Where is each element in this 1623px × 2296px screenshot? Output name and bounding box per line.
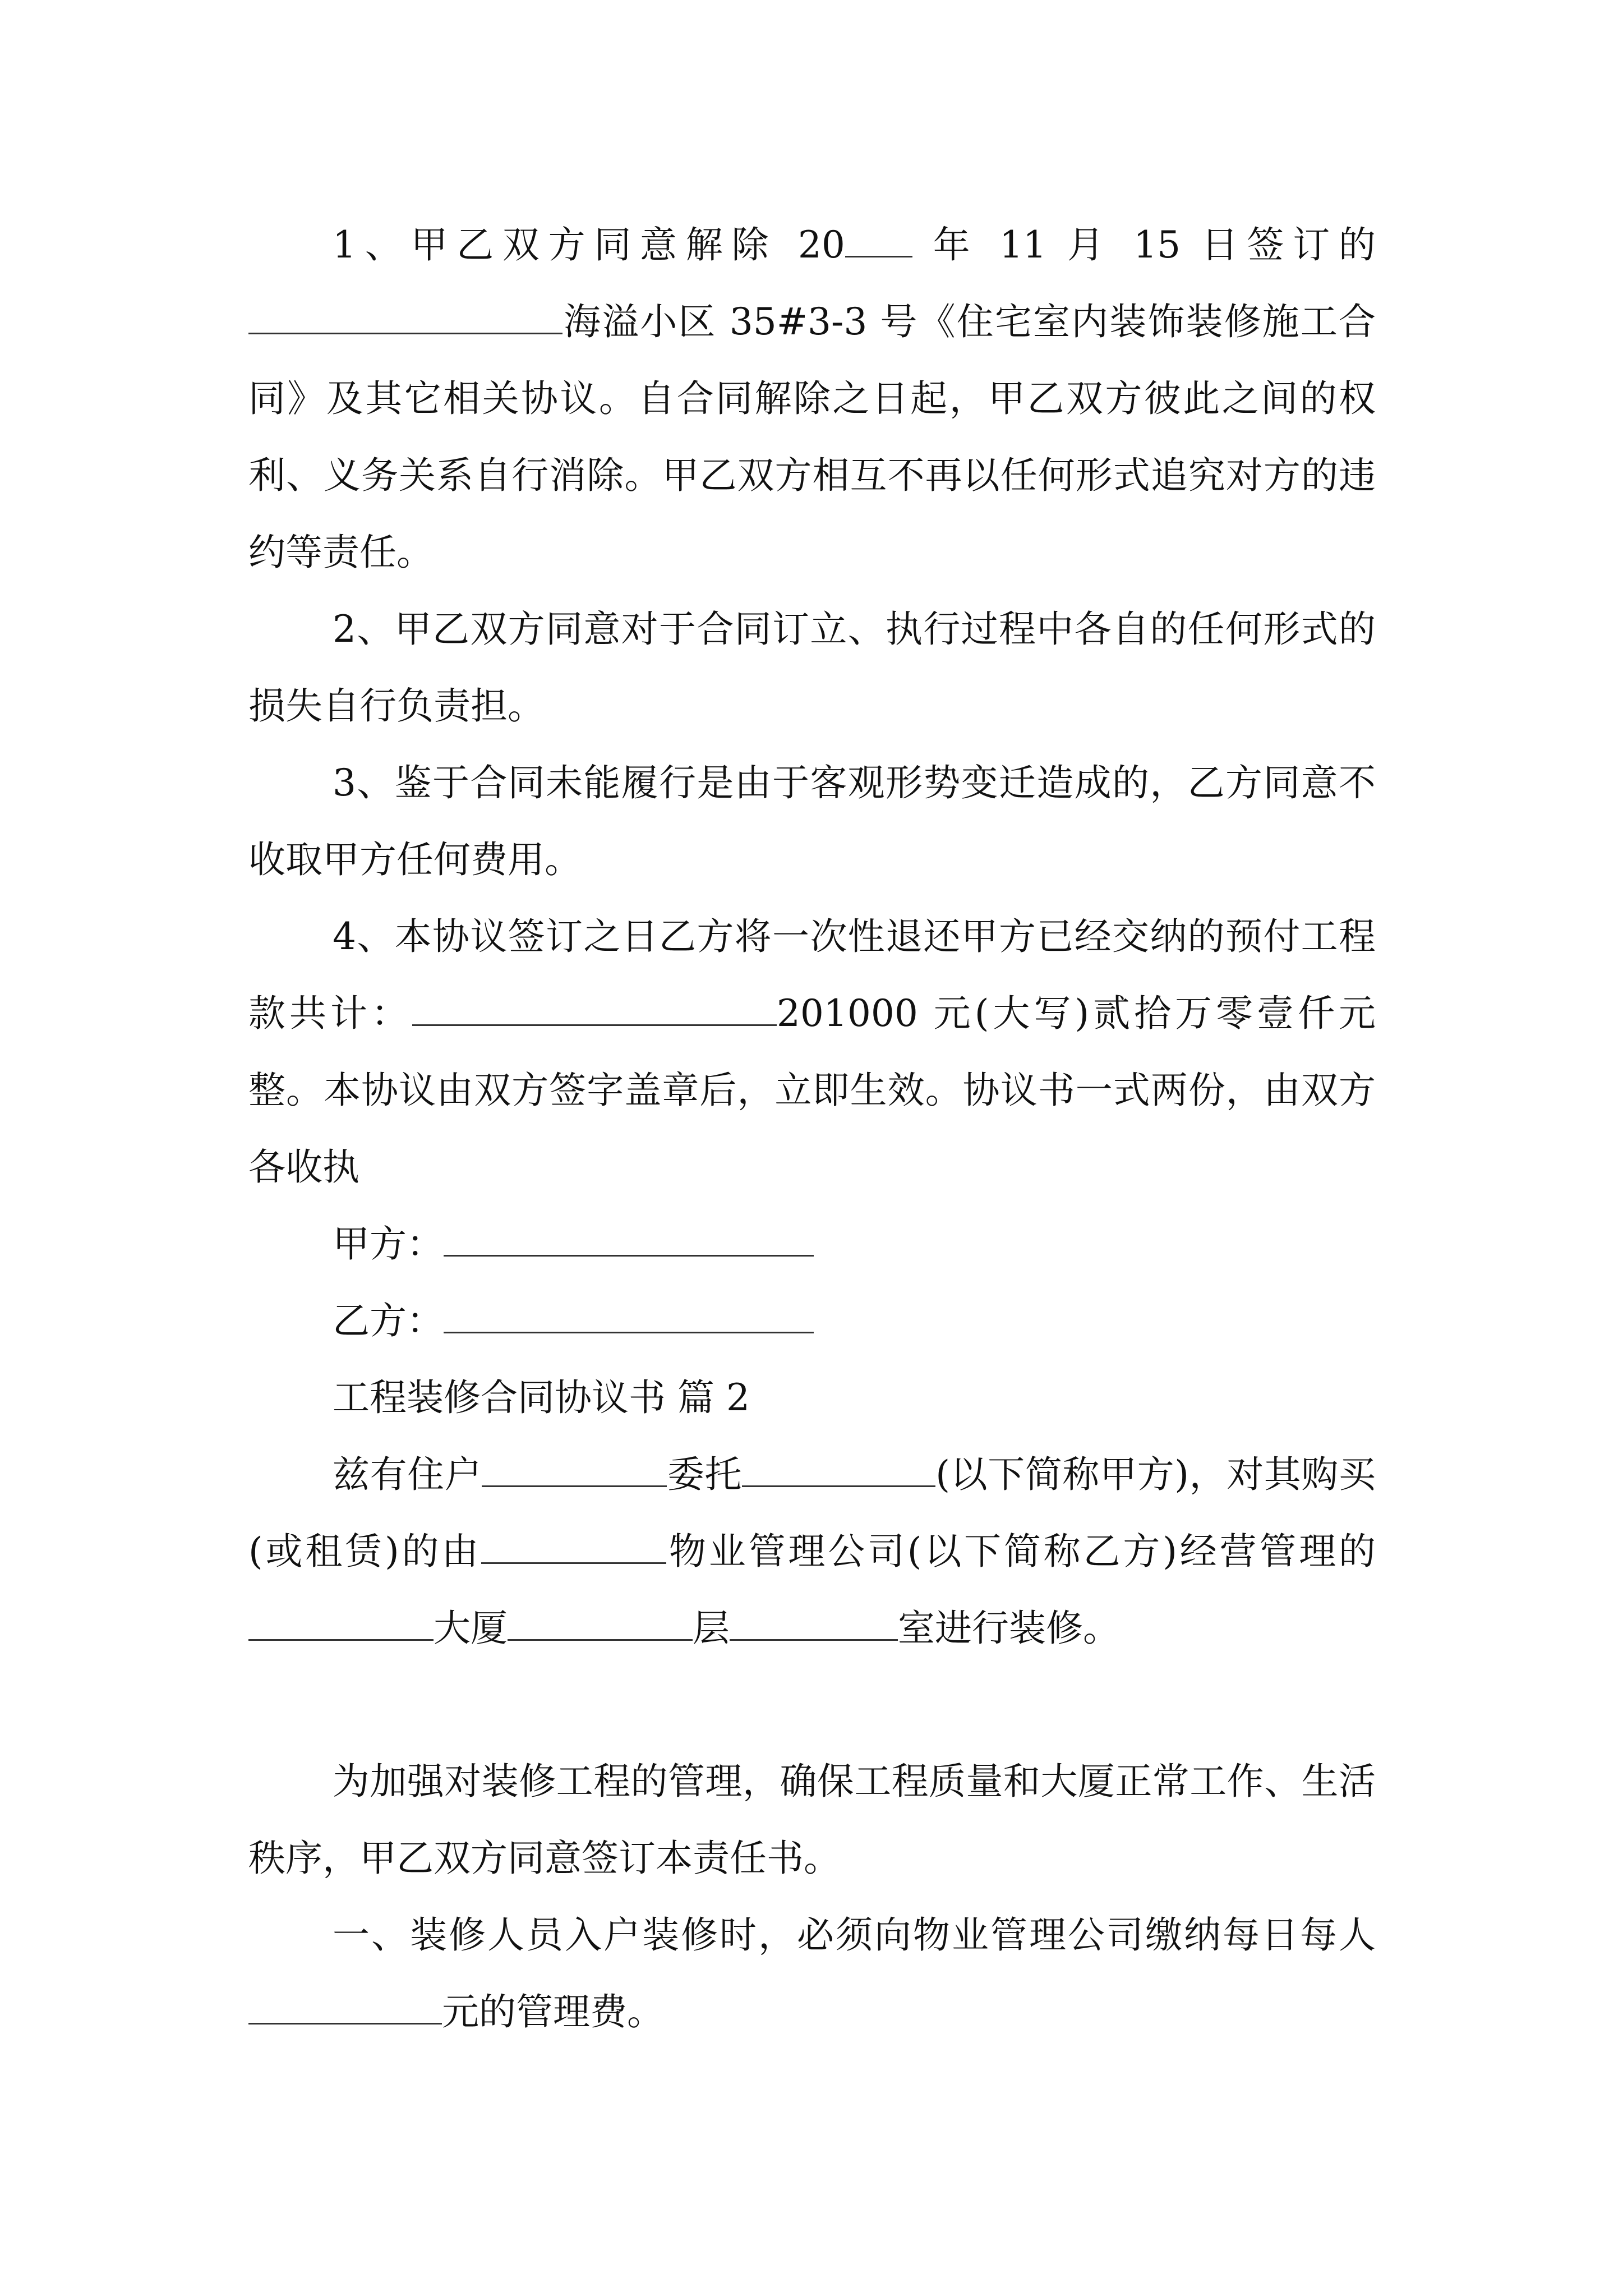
- signature-party-a: [333, 1205, 814, 1282]
- intro-t6: 层: [693, 1607, 730, 1650]
- party-a-label: 甲方：: [333, 1222, 444, 1266]
- amount-blank: [412, 995, 777, 1026]
- clause-4-part2: 201000 元(大写)贰拾万零壹仟元整。本协议由双方签字盖章后，立即生效。协议书一式两份，由双方各收执: [248, 992, 1376, 1189]
- clause-2: 2、甲乙双方同意对于合同订立、执行过程中各自的任何形式的损失自行负责担。: [248, 608, 1376, 728]
- clause-1-part3: 海溢小区 35#3-3 号《住宅室内装饰装修施工合同》及其它相关协议。自合同解除之日起，甲乙双方彼此之间的权利、义务关系自行消除。甲乙双方相互不再以任何形式追究对方的违约等责任。: [248, 300, 1376, 574]
- section-2-title: 工程装修合同协议书 篇 2: [333, 1376, 750, 1419]
- party-b-label: 乙方：: [333, 1299, 444, 1342]
- intro-t1: 兹有住户: [333, 1453, 482, 1496]
- intro-t4: 物业管理公司(以下简称乙方)经营管理的: [666, 1530, 1376, 1573]
- rule-1-t2: 元的管理费。: [442, 1990, 664, 2033]
- clause-1-part2: 年 11 月 15 日签订的: [912, 223, 1376, 266]
- name-blank: [248, 303, 562, 334]
- clause-1-part1: 1、甲乙双方同意解除 20: [333, 223, 845, 266]
- signature-party-b: [333, 1282, 814, 1359]
- clause-4: [248, 898, 1376, 1205]
- fee-blank: [248, 1994, 442, 2024]
- rule-1-t1: 一、装修人员入户装修时，必须向物业管理公司缴纳每日每人: [333, 1913, 1376, 1957]
- section-2-rule-1: [248, 1897, 1376, 2050]
- room-blank: [730, 1610, 898, 1641]
- intro-t7: 室进行装修。: [898, 1607, 1120, 1650]
- section-2-purpose: 为加强对装修工程的管理，确保工程质量和大厦正常工作、生活秩序，甲乙双方同意签订本责任书。: [248, 1760, 1376, 1880]
- intro-t5: 大厦: [434, 1607, 508, 1650]
- entrust-blank: [742, 1456, 935, 1487]
- floor-blank: [508, 1610, 693, 1641]
- section-2-intro: [248, 1436, 1376, 1667]
- resident-blank: [482, 1456, 667, 1487]
- clause-3: 3、鉴于合同未能履行是由于客观形势变迁造成的，乙方同意不收取甲方任何费用。: [248, 761, 1376, 881]
- party-a-blank: [444, 1226, 814, 1257]
- clause-1: [248, 206, 1376, 591]
- year-blank: [845, 227, 912, 257]
- party-b-blank: [444, 1303, 814, 1333]
- clause-4-part1: 4、本协议签订之日乙方将一次性退还甲方已经交纳的预付工程款共计：: [248, 915, 1376, 1035]
- intro-t3: (以下简称甲方)，对其购买(或租赁)的由: [248, 1453, 1376, 1573]
- company-blank: [481, 1533, 666, 1564]
- building-blank: [248, 1610, 434, 1641]
- intro-t2: 委托: [667, 1453, 743, 1496]
